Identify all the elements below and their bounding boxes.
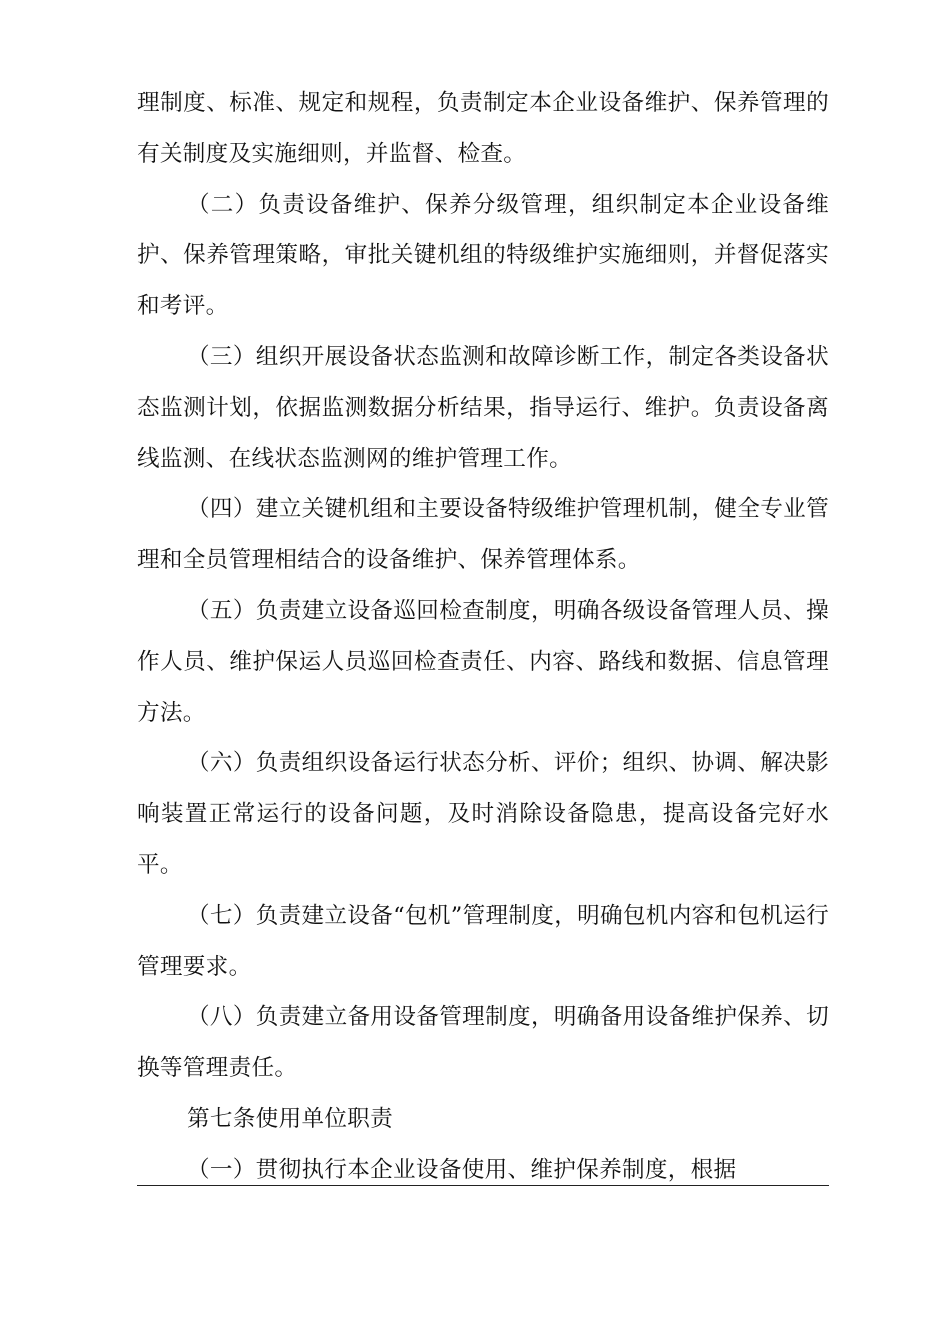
article-heading: 第七条使用单位职责 (187, 1105, 394, 1132)
paragraph-item-7: （七）负责建立设备“包机”管理制度，明确包机内容和包机运行管理要求。 (137, 902, 829, 980)
paragraph-item-5: （五）负责建立设备巡回检查制度，明确各级设备管理人员、操作人员、维护保运人员巡回检查责任、内容、路线和数据、信息管理方法。 (137, 597, 829, 726)
document-body (137, 78, 829, 1196)
paragraph-item-3: （三）组织开展设备状态监测和故障诊断工作，制定各类设备状态监测计划，依据监测数据分析结果，指导运行、维护。负责设备离线监测、在线状态监测网的维护管理工作。 (137, 343, 829, 472)
paragraph-item-8: （八）负责建立备用设备管理制度，明确备用设备维护保养、切换等管理责任。 (137, 1004, 829, 1082)
paragraph-item-4: （四）建立关键机组和主要设备特级维护管理机制，健全专业管理和全员管理相结合的设备维护、保养管理体系。 (137, 496, 829, 574)
paragraph-item-6: （六）负责组织设备运行状态分析、评价；组织、协调、解决影响装置正常运行的设备问题，及时消除设备隐患，提高设备完好水平。 (137, 750, 829, 878)
paragraph-item-2: （二）负责设备维护、保养分级管理，组织制定本企业设备维护、保养管理策略，审批关键机组的特级维护实施细则，并督促落实和考评。 (137, 191, 829, 320)
paragraph-continued: 理制度、标准、规定和规程，负责制定本企业设备维护、保养管理的有关制度及实施细则，并监督、检查。 (137, 90, 829, 167)
paragraph-item-1: （一）贯彻执行本企业设备使用、维护保养制度，根据 (187, 1156, 737, 1183)
footer-rule (137, 1185, 829, 1186)
